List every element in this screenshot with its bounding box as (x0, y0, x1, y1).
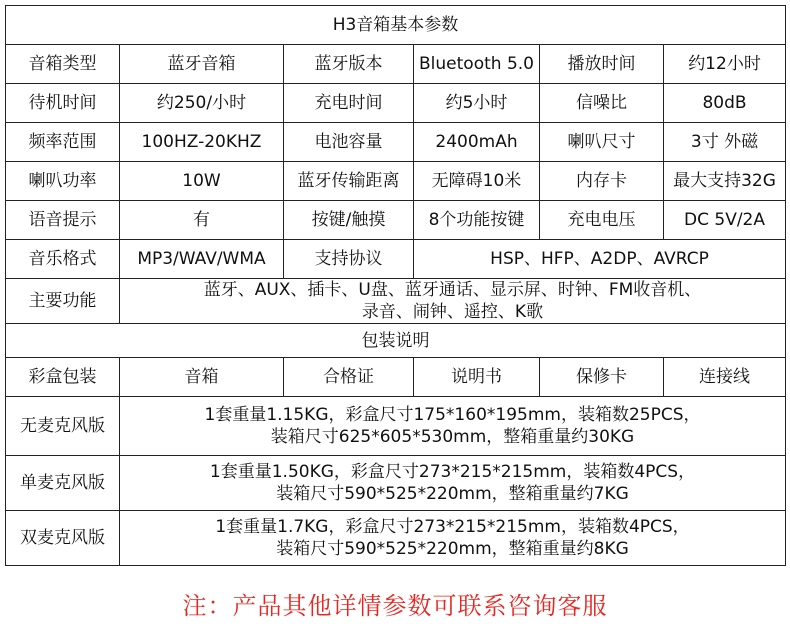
spec-label: 信噪比 (540, 84, 664, 123)
spec-value: MP3/WAV/WMA (120, 240, 284, 279)
spec-label: 电池容量 (284, 123, 414, 162)
version-details (120, 511, 786, 566)
version-row (6, 397, 786, 456)
spec-label: 喇叭功率 (6, 162, 120, 201)
spec-label: 充电电压 (540, 201, 664, 240)
title-row (6, 6, 786, 45)
spec-value: 约12小时 (664, 45, 786, 84)
spec-label: 彩盒包装 (6, 358, 120, 397)
version-line: 装箱尺寸590*525*220mm，整箱重量约8KG (276, 539, 629, 559)
spec-label: 频率范围 (6, 123, 120, 162)
spec-label: 音乐格式 (6, 240, 120, 279)
version-label: 单麦克风版 (6, 456, 120, 511)
version-row (6, 511, 786, 566)
table-row (6, 45, 786, 84)
version-line: 装箱尺寸590*525*220mm，整箱重量约7KG (276, 484, 629, 504)
version-details (120, 456, 786, 511)
packaging-title-row (6, 324, 786, 358)
spec-label: 支持协议 (284, 240, 414, 279)
table-row (6, 84, 786, 123)
box-item: 保修卡 (540, 358, 664, 397)
spec-value: 蓝牙音箱 (120, 45, 284, 84)
spec-value: HSP、HFP、A2DP、AVRCP (414, 240, 786, 279)
spec-label: 蓝牙传输距离 (284, 162, 414, 201)
spec-value: DC 5V/2A (664, 201, 786, 240)
box-contents-row (6, 358, 786, 397)
table-row (6, 162, 786, 201)
table-row (6, 123, 786, 162)
spec-label: 待机时间 (6, 84, 120, 123)
version-line: 1套重量1.7KG，彩盒尺寸273*215*215mm，装箱数4PCS， (215, 517, 690, 537)
spec-value: 无障碍10米 (414, 162, 540, 201)
spec-value: 约250/小时 (120, 84, 284, 123)
functions-row (6, 279, 786, 324)
version-row (6, 456, 786, 511)
music-format-row (6, 240, 786, 279)
table-row (6, 201, 786, 240)
spec-value: 10W (120, 162, 284, 201)
spec-value: 3寸 外磁 (664, 123, 786, 162)
spec-label: 主要功能 (6, 279, 120, 324)
functions-line: 蓝牙、AUX、插卡、U盘、蓝牙通话、显示屏、时钟、FM收音机、 (203, 280, 702, 300)
version-label: 双麦克风版 (6, 511, 120, 566)
spec-value: Bluetooth 5.0 (414, 45, 540, 84)
functions-value (120, 279, 786, 324)
spec-label: 按键/触摸 (284, 201, 414, 240)
functions-line: 录音、闹钟、遥控、K歌 (361, 302, 544, 322)
box-item: 合格证 (284, 358, 414, 397)
contact-note: 注：产品其他详情参数可联系咨询客服 (182, 592, 608, 620)
spec-value: 80dB (664, 84, 786, 123)
box-item: 连接线 (664, 358, 786, 397)
spec-label: 内存卡 (540, 162, 664, 201)
spec-value: 2400mAh (414, 123, 540, 162)
spec-value: 约5小时 (414, 84, 540, 123)
spec-table (5, 5, 786, 566)
spec-label: 音箱类型 (6, 45, 120, 84)
version-line: 1套重量1.50KG，彩盒尺寸273*215*215mm，装箱数4PCS， (209, 462, 696, 482)
spec-label: 语音提示 (6, 201, 120, 240)
spec-value: 有 (120, 201, 284, 240)
spec-value: 最大支持32G (664, 162, 786, 201)
spec-label: 蓝牙版本 (284, 45, 414, 84)
version-line: 装箱尺寸625*605*530mm，整箱重量约30KG (270, 427, 635, 447)
spec-value: 100HZ-20KHZ (120, 123, 284, 162)
spec-label: 播放时间 (540, 45, 664, 84)
version-line: 1套重量1.15KG，彩盒尺寸175*160*195mm，装箱数25PCS， (204, 405, 701, 425)
table-title: H3音箱基本参数 (6, 6, 786, 45)
spec-label: 喇叭尺寸 (540, 123, 664, 162)
version-label: 无麦克风版 (6, 397, 120, 456)
version-details (120, 397, 786, 456)
spec-label: 充电时间 (284, 84, 414, 123)
box-item: 说明书 (414, 358, 540, 397)
spec-value: 8个功能按键 (414, 201, 540, 240)
section-title: 包装说明 (6, 324, 786, 358)
box-item: 音箱 (120, 358, 284, 397)
